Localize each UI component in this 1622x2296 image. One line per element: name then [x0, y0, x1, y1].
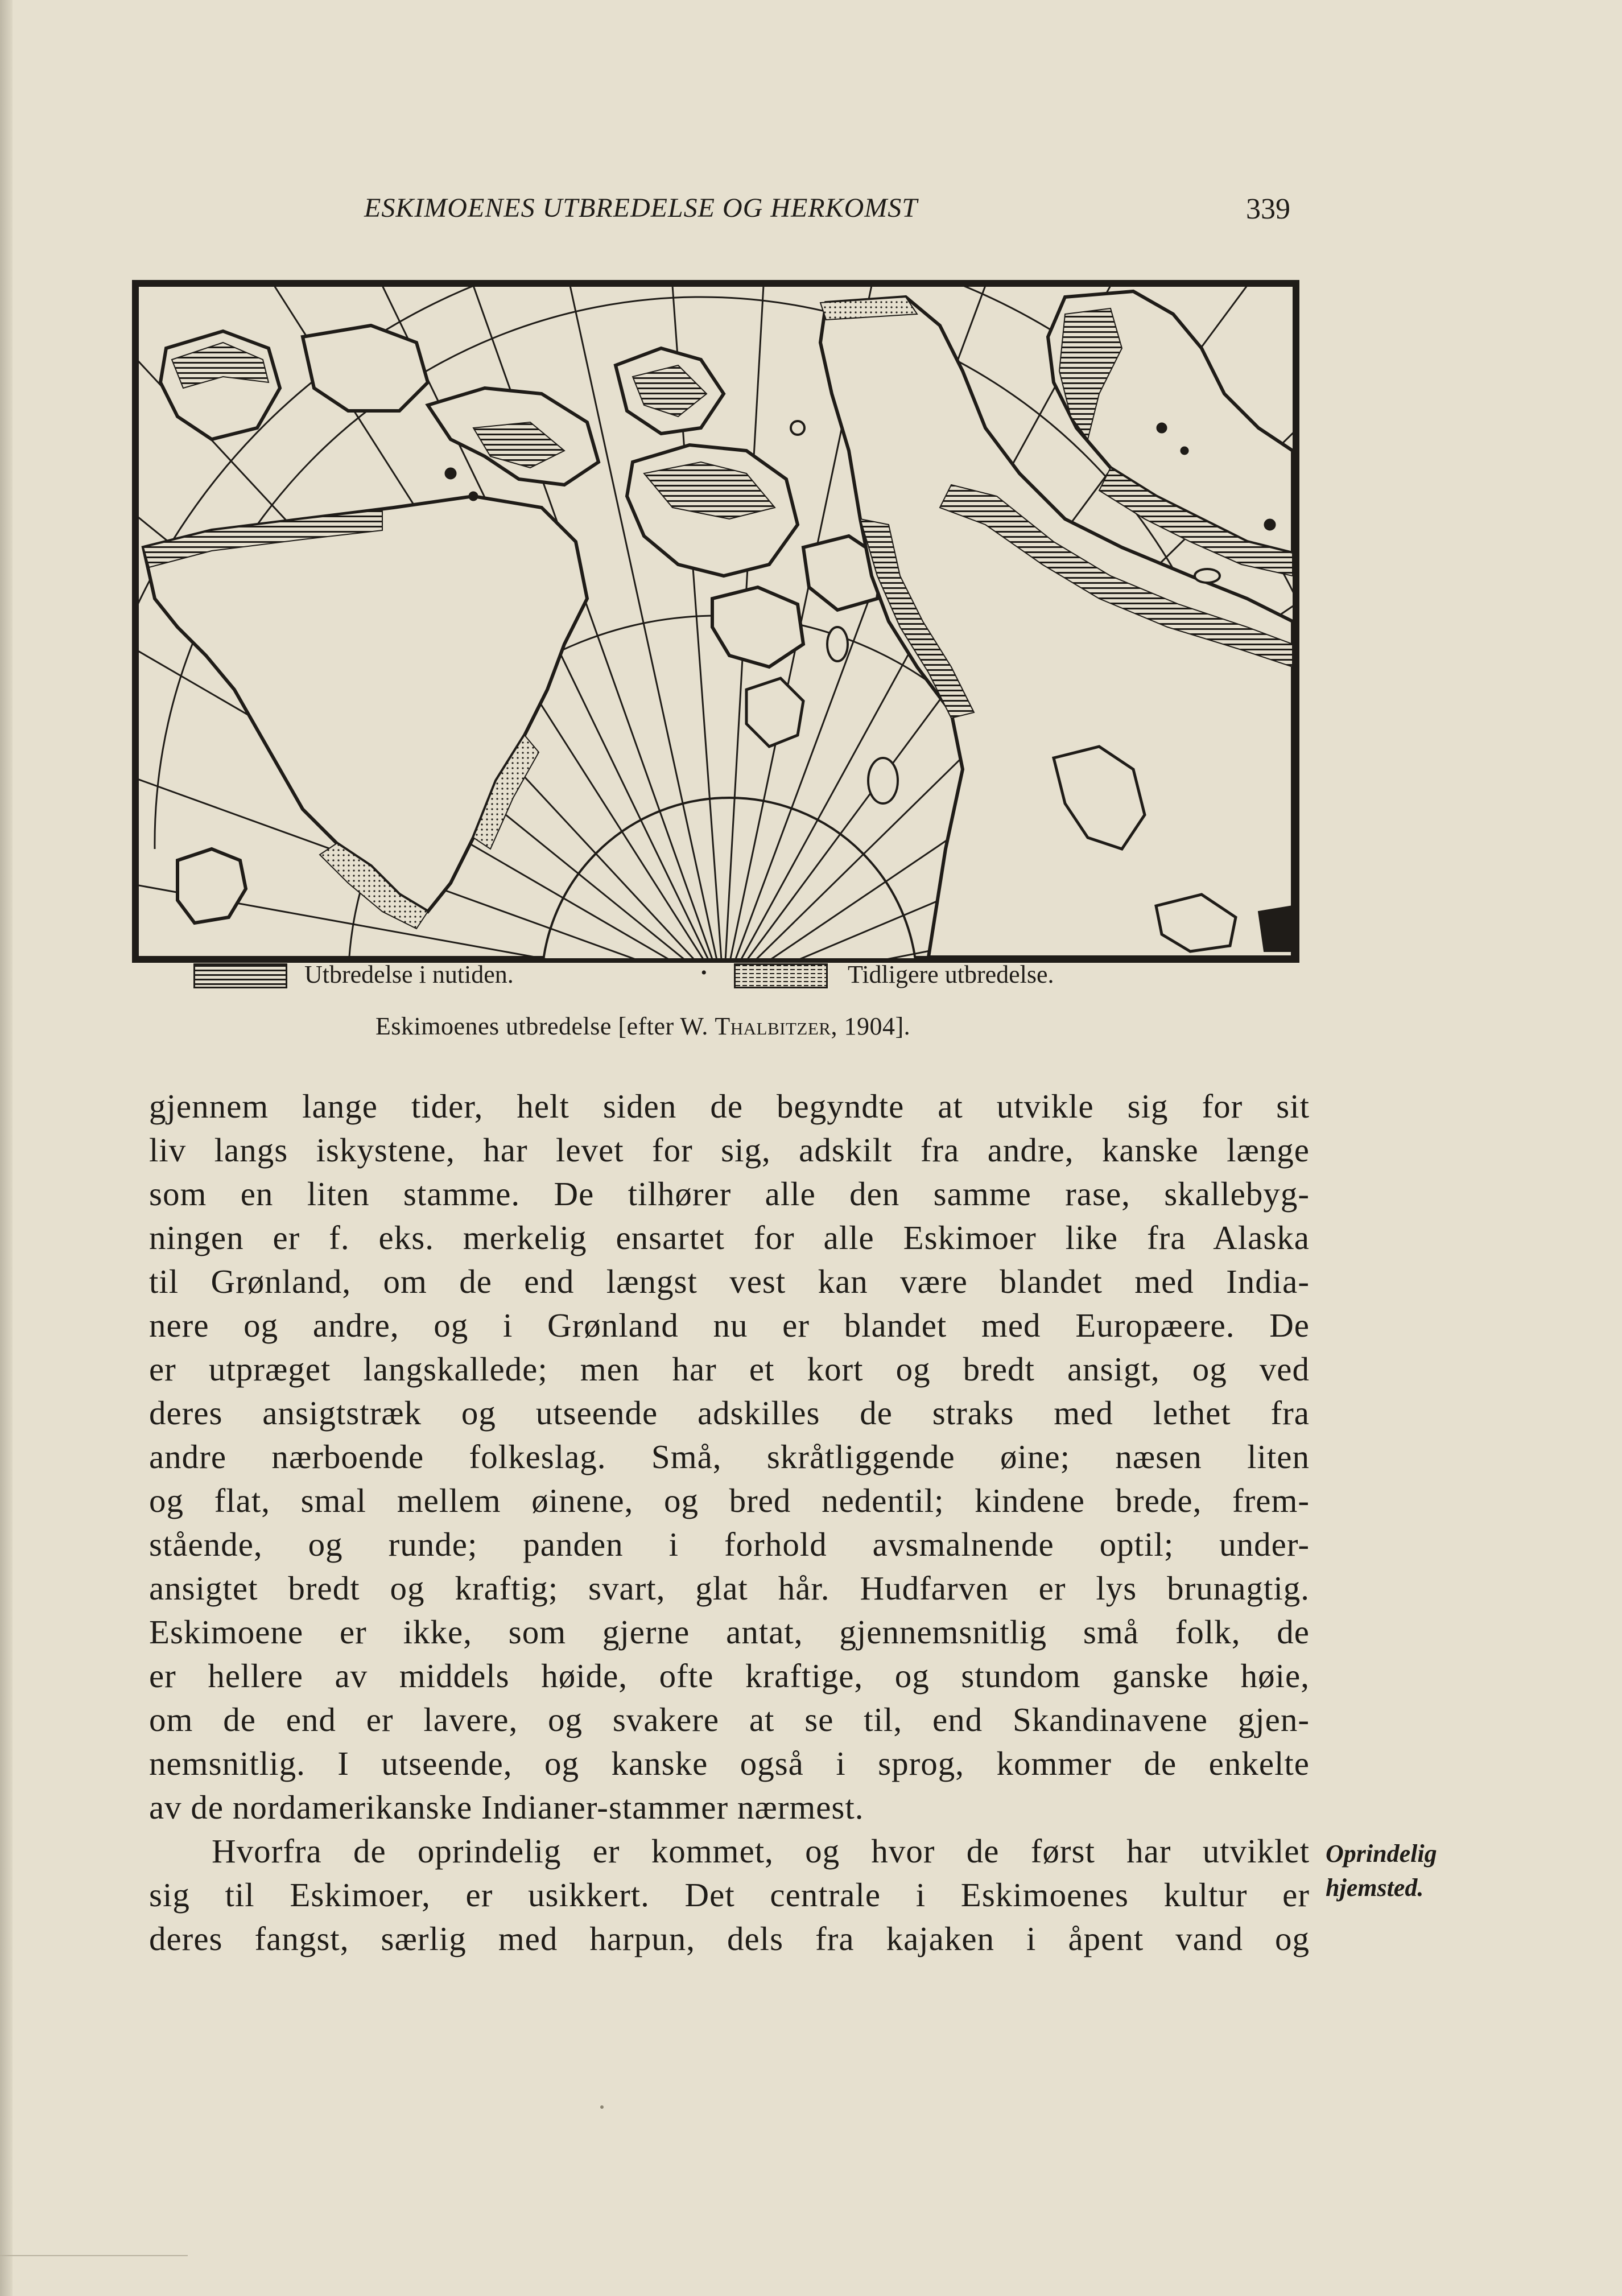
running-head: ESKIMOENES UTBREDELSE OG HERKOMST — [364, 193, 918, 223]
body-line: andre nærboende folkeslag. Små, skråtliggende øine; næsen liten — [149, 1438, 1310, 1475]
body-line: er hellere av middels høide, ofte kraftige, og stundom ganske høie, — [149, 1657, 1310, 1695]
stray-mark — [600, 2105, 604, 2109]
body-line: liv langs iskystene, har levet for sig, adskilt fra andre, kanske længe — [149, 1131, 1310, 1169]
body-line: deres ansigtstræk og utseende adskilles de straks med lethet fra — [149, 1394, 1310, 1432]
body-line: Eskimoene er ikke, som gjerne antat, gjennemsnitlig små folk, de — [149, 1613, 1310, 1651]
paragraph-line: deres fangst, særlig med harpun, dels fra kajaken i åpent vand og — [149, 1920, 1310, 1957]
former-distribution-swatch — [734, 963, 828, 988]
body-line: ningen er f. eks. merkelig ensartet for alle Eskimoer like fra Alaska — [149, 1219, 1310, 1256]
caption-text: Eskimoenes utbredelse [efter W. — [375, 1012, 715, 1040]
body-line: nere og andre, og i Grønland nu er blandet med Europæere. De — [149, 1306, 1310, 1344]
figure-caption — [375, 1012, 910, 1041]
body-line: og flat, smal mellem øinene, og bred nedentil; kindene brede, frem- — [149, 1482, 1310, 1519]
page-edge-rule — [0, 2255, 188, 2256]
body-line: av de nordamerikanske Indianer-stammer nærmest. — [149, 1788, 864, 1826]
body-line: stående, og runde; panden i forhold avsmalnende optil; under- — [149, 1526, 1310, 1563]
body-line: gjennem lange tider, helt siden de begyndte at utvikle sig for sit — [149, 1087, 1310, 1125]
caption-year: , 1904]. — [831, 1012, 911, 1040]
eskimo-distribution-map — [132, 280, 1299, 963]
map-legend — [193, 958, 1172, 997]
body-line: som en liten stamme. De tilhører alle den samme rase, skallebyg- — [149, 1175, 1310, 1213]
caption-author: Thalbitzer — [715, 1012, 831, 1040]
body-line: nemsnitlig. I utseende, og kanske også i sprog, kommer de enkelte — [149, 1745, 1310, 1782]
body-line: om de end er lavere, og svakere at se til, end Skandinavene gjen- — [149, 1701, 1310, 1738]
present-distribution-swatch — [193, 963, 287, 988]
body-line: til Grønland, om de end længst vest kan være blandet med India- — [149, 1263, 1310, 1300]
paragraph-line: Hvorfra de oprindelig er kommet, og hvor de først har utviklet — [212, 1832, 1310, 1870]
body-text — [149, 1085, 1310, 1961]
page-edge — [0, 0, 13, 2296]
body-line: er utpræget langskallede; men har et kort og bredt ansigt, og ved — [149, 1350, 1310, 1388]
margin-note-line: Oprindelig — [1326, 1840, 1437, 1868]
margin-note — [1326, 1837, 1437, 1905]
body-line: ansigtet bredt og kraftig; svart, glat hår. Hudfarven er lys brunagtig. — [149, 1569, 1310, 1607]
legend-dot: • — [701, 963, 707, 982]
page-number: 339 — [1246, 193, 1290, 225]
margin-note-line: hjemsted. — [1326, 1874, 1424, 1902]
legend-present-label: Utbredelse i nutiden. — [304, 961, 514, 988]
legend-former-label: Tidligere utbredelse. — [848, 961, 1054, 988]
paragraph-line: sig til Eskimoer, er usikkert. Det centrale i Eskimoenes kultur er — [149, 1876, 1310, 1914]
